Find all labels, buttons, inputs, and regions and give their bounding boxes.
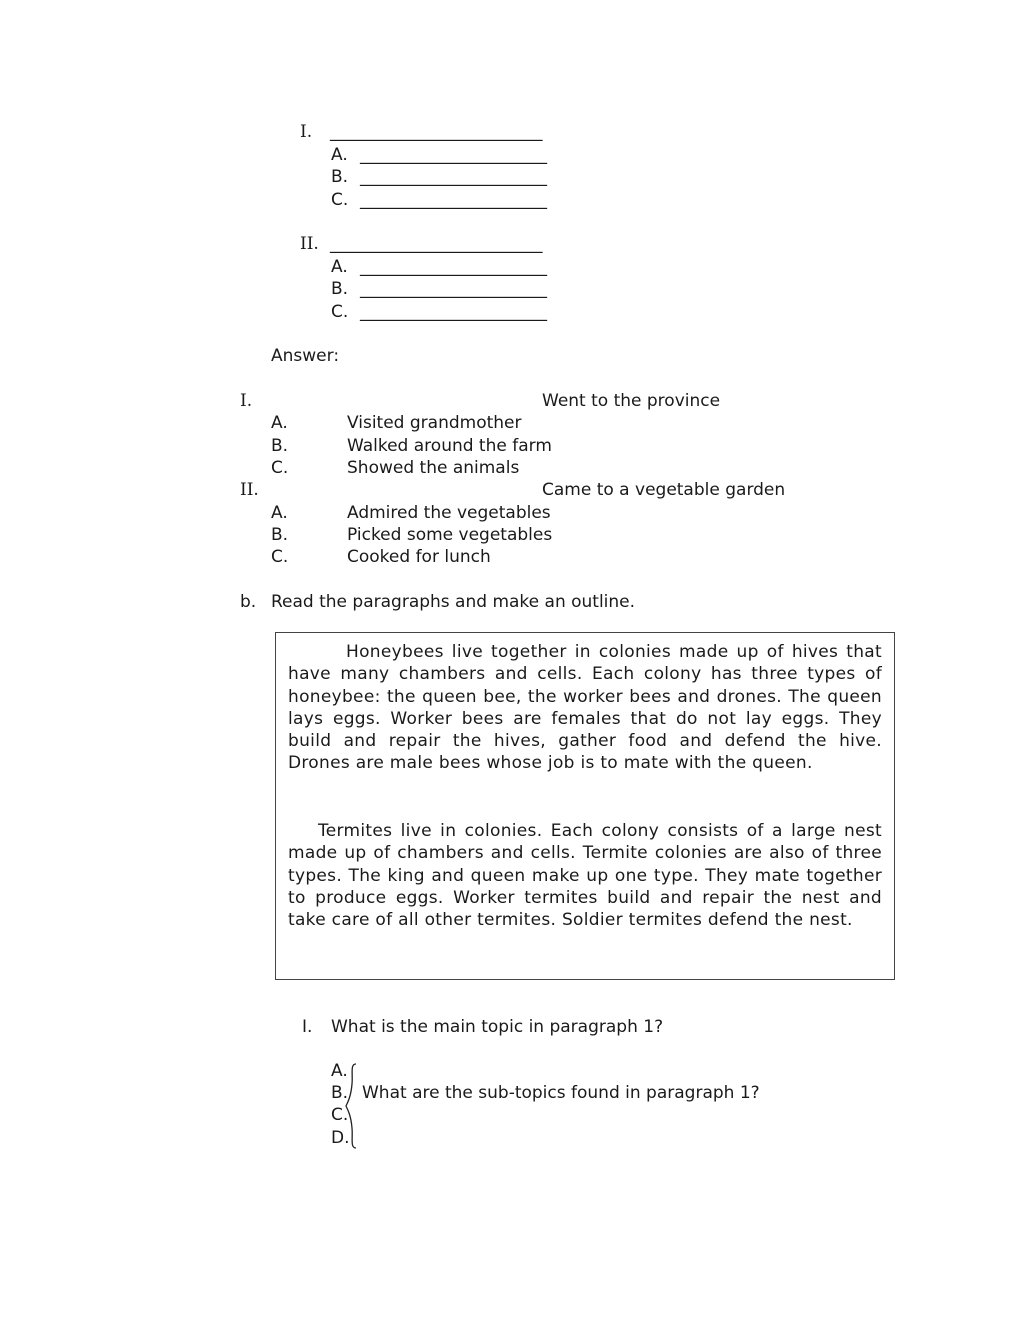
answer-letter: C. <box>271 547 289 567</box>
template-heading-line-2: _________________________ <box>330 234 543 254</box>
answer-letter: B. <box>271 436 289 456</box>
answer-item: Showed the animals <box>347 458 520 478</box>
template-line: ______________________ <box>360 167 547 187</box>
answer-numeral-2: II. <box>240 480 259 500</box>
answer-letter: A. <box>271 503 288 523</box>
instruction-text: Read the paragraphs and make an outline. <box>271 592 636 612</box>
template-line: ______________________ <box>360 257 547 277</box>
answer-letter: C. <box>271 458 289 478</box>
template-letter: C. <box>331 190 349 210</box>
answer-letter: B. <box>271 525 289 545</box>
answer-item: Picked some vegetables <box>347 525 553 545</box>
passage-paragraph-2: Termites live in colonies. Each colony consists of a large nest made up of chambers and cells. Termite colonies are also of three types. The king and queen make up one type. They mate together to produce eggs. Worker termites build and repair the nest and take care of all other termites. Soldier termites defend the nest. <box>288 821 882 931</box>
question-text-1: What is the main topic in paragraph 1? <box>331 1017 664 1037</box>
answer-letter: A. <box>271 413 288 433</box>
template-letter: A. <box>331 145 348 165</box>
template-line: ______________________ <box>360 279 547 299</box>
subtopic-letter: C. <box>331 1105 349 1125</box>
template-letter: A. <box>331 257 348 277</box>
answer-item: Cooked for lunch <box>347 547 491 567</box>
answer-label: Answer: <box>271 346 340 366</box>
answer-item: Walked around the farm <box>347 436 552 456</box>
answer-item: Visited grandmother <box>347 413 522 433</box>
answer-title-2: Came to a vegetable garden <box>542 480 786 500</box>
template-numeral-2: II. <box>300 234 319 254</box>
template-letter: B. <box>331 167 349 187</box>
subtopic-question: What are the sub-topics found in paragraph 1? <box>362 1083 760 1103</box>
template-line: ______________________ <box>360 302 547 322</box>
template-letter: C. <box>331 302 349 322</box>
answer-numeral-1: I. <box>240 391 253 411</box>
curly-brace-icon <box>344 1062 362 1150</box>
passage-paragraph-1: Honeybees live together in colonies made up of hives that have many chambers and cells. Each colony has three types of honeybee: the queen bee, the worker bees and drones. The queen lays eggs. Worker bees are females that do not lay eggs. They build and repair the hives, gather food and defend the hive. Drones are male bees whose job is to mate with the queen. <box>288 642 882 774</box>
template-numeral-1: I. <box>300 122 313 142</box>
template-letter: B. <box>331 279 349 299</box>
template-line: ______________________ <box>360 145 547 165</box>
instruction-letter: b. <box>240 592 257 612</box>
subtopic-letter: B. <box>331 1083 349 1103</box>
answer-item: Admired the vegetables <box>347 503 551 523</box>
question-numeral-1: I. <box>302 1017 313 1037</box>
template-line: ______________________ <box>360 190 547 210</box>
answer-title-1: Went to the province <box>542 391 721 411</box>
template-heading-line-1: _________________________ <box>330 122 543 142</box>
subtopic-letter: D. <box>331 1128 350 1148</box>
subtopic-letter: A. <box>331 1061 348 1081</box>
